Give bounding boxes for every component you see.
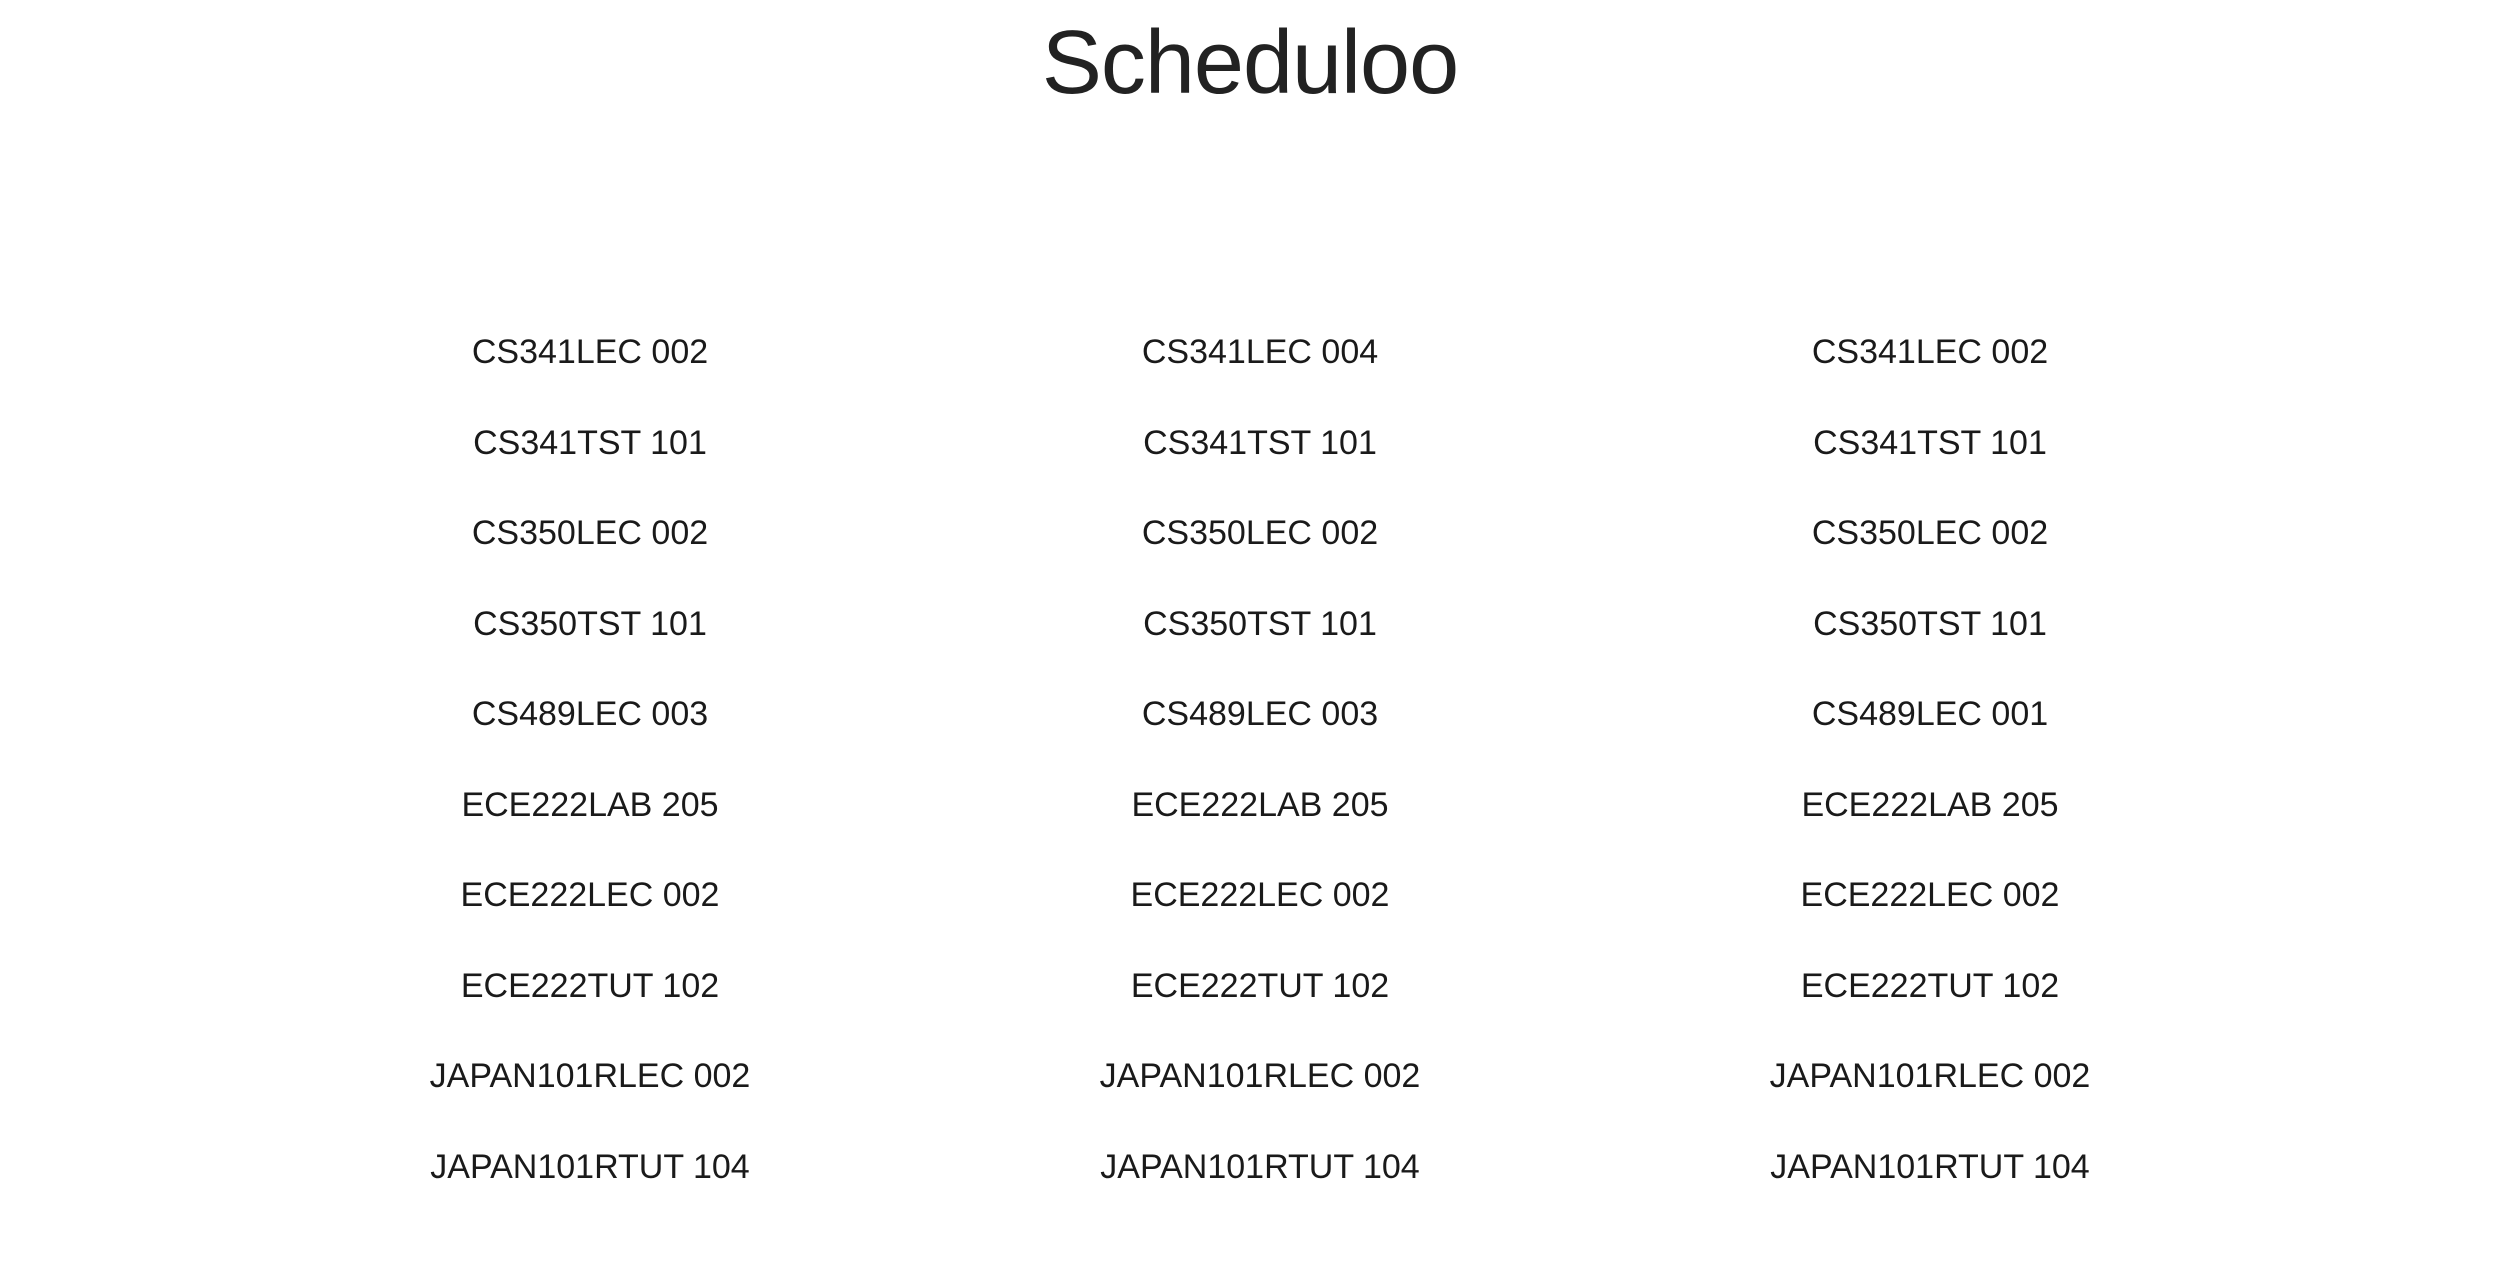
course-section: CS341LEC 002 (471, 333, 709, 371)
course-section: CS341TST 101 (1813, 423, 2047, 462)
course-section: CS489LEC 001 (1811, 695, 2049, 733)
course-section: JAPAN101RTUT 104 (430, 1147, 750, 1186)
course-section: ECE222LEC 002 (1800, 876, 2060, 914)
course-section: JAPAN101RTUT 104 (1100, 1147, 1420, 1186)
course-section: ECE222LAB 205 (1131, 785, 1389, 824)
course-section: JAPAN101RLEC 002 (1769, 1057, 2091, 1095)
course-section: CS350LEC 002 (471, 514, 709, 552)
course-section: JAPAN101RTUT 104 (1770, 1147, 2090, 1186)
course-section: ECE222TUT 102 (460, 966, 720, 1005)
course-section: ECE222LEC 002 (1130, 876, 1390, 914)
course-section: ECE222TUT 102 (1800, 966, 2060, 1005)
course-section: ECE222TUT 102 (1130, 966, 1390, 1005)
schedule-options (0, 324, 2500, 1184)
course-section: ECE222LAB 205 (1801, 785, 2059, 824)
course-section: ECE222LEC 002 (460, 876, 720, 914)
schedule-option-1[interactable] (250, 324, 930, 1229)
course-section: CS350LEC 002 (1811, 514, 2049, 552)
course-section: CS350TST 101 (1813, 604, 2047, 643)
course-section: CS341LEC 004 (1141, 333, 1379, 371)
schedule-option-2[interactable] (920, 324, 1600, 1229)
app-title: Scheduloo (1041, 13, 1459, 113)
course-section: JAPAN101RLEC 002 (1099, 1057, 1421, 1095)
course-section: CS350TST 101 (1143, 604, 1377, 643)
course-section: CS341LEC 002 (1811, 333, 2049, 371)
course-section: ECE222LAB 205 (461, 785, 719, 824)
course-section: CS341TST 101 (473, 423, 707, 462)
course-section: CS341TST 101 (1143, 423, 1377, 462)
course-section: JAPAN101RLEC 002 (429, 1057, 751, 1095)
course-section: CS350TST 101 (473, 604, 707, 643)
course-section: CS489LEC 003 (471, 695, 709, 733)
schedule-option-3[interactable] (1590, 324, 2270, 1229)
course-section: CS350LEC 002 (1141, 514, 1379, 552)
course-section: CS489LEC 003 (1141, 695, 1379, 733)
